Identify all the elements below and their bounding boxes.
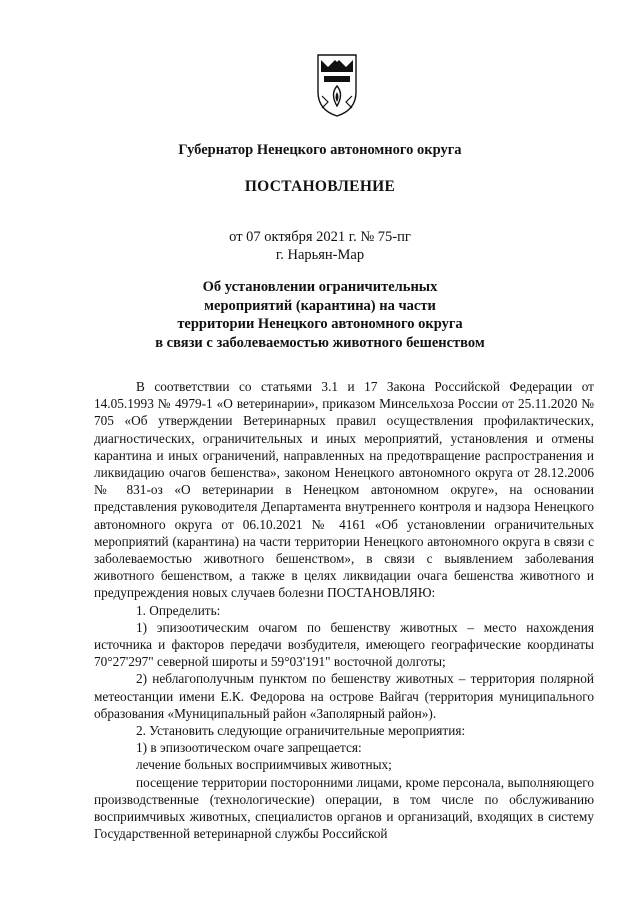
document-type: ПОСТАНОВЛЕНИЕ — [244, 178, 396, 195]
subject-line: территории Ненецкого автономного округа — [177, 316, 463, 332]
clause-2-1: 1) в эпизоотическом очаге запрещается: — [136, 740, 362, 756]
nenets-coat-of-arms-icon — [316, 52, 358, 118]
preamble-paragraph: В соответствии со статьями 3.1 и 17 Закона Российской Федерации от 14.05.1993 № 4979-1 «О ветеринарии», приказом Минсельхоза России от 25.11.2020 № 705 «Об утверждении Ветеринарных правил осуществления профилактических, диагностических, ограничительных и иных мероприятий, установления и отмены карантина и иных ограничений, направленных на предотвращение распространения и ликвидацию очагов бешенства», законом Ненецкого автономного округа от 28.12.2006 № 831-оз «О ветеринарии в Ненецком автономном округе», на основании представления руководителя Департамента внутреннего контроля и надзора Ненецкого автономного округа от 06.10.2021 № 4161 «Об установлении ограничительных мероприятий (карантина) на части территории Ненецкого автономного округа в связи с заболеваемостью животного бешенством», в связи с выявлением заболевания животного бешенством, а также в целях ликвидации очага бешенства животного и предупреждения новых случаев болезни ПОСТАНОВЛЯЮ: — [94, 379, 594, 601]
document-subject — [0, 278, 640, 352]
clause-1-1: 1) эпизоотическим очагом по бешенству животных – место нахождения источника и факторов передачи возбудителя, имеющего географические координаты 70°27'297" северной широты и 59°03'191" восточной долготы; — [94, 619, 594, 670]
document-date-place — [0, 228, 640, 264]
date-number: от 07 октября 2021 г. № 75-пг — [229, 229, 411, 245]
clause-2-1-item: посещение территории посторонними лицами, кроме персонала, выполняющего производственные (технологические) операции, в том числе по обслуживанию восприимчивых животных, специалистов органов и организаций, входящих в систему Государственной ветеринарной службы Российской — [94, 774, 594, 842]
subject-line: в связи с заболеваемостью животного бешенством — [155, 334, 485, 351]
clause-1: 1. Определить: — [136, 602, 221, 618]
clause-1-2: 2) неблагополучным пунктом по бешенству животных – территория полярной метеостанции имени Е.К. Федорова на острове Вайгач (территория муниципального образования «Муниципальный район «Заполярный район»). — [94, 671, 594, 721]
clause-2: 2. Установить следующие ограничительные мероприятия: — [136, 723, 466, 739]
subject-line: мероприятий (карантина) на части — [204, 297, 436, 314]
subject-line: Об установлении ограничительных — [202, 279, 438, 295]
document-body — [94, 378, 594, 842]
place: г. Нарьян-Мар — [275, 247, 365, 263]
clause-2-1-item: лечение больных восприимчивых животных; — [136, 757, 392, 773]
issuing-authority: Губернатор Ненецкого автономного округа — [178, 142, 462, 158]
